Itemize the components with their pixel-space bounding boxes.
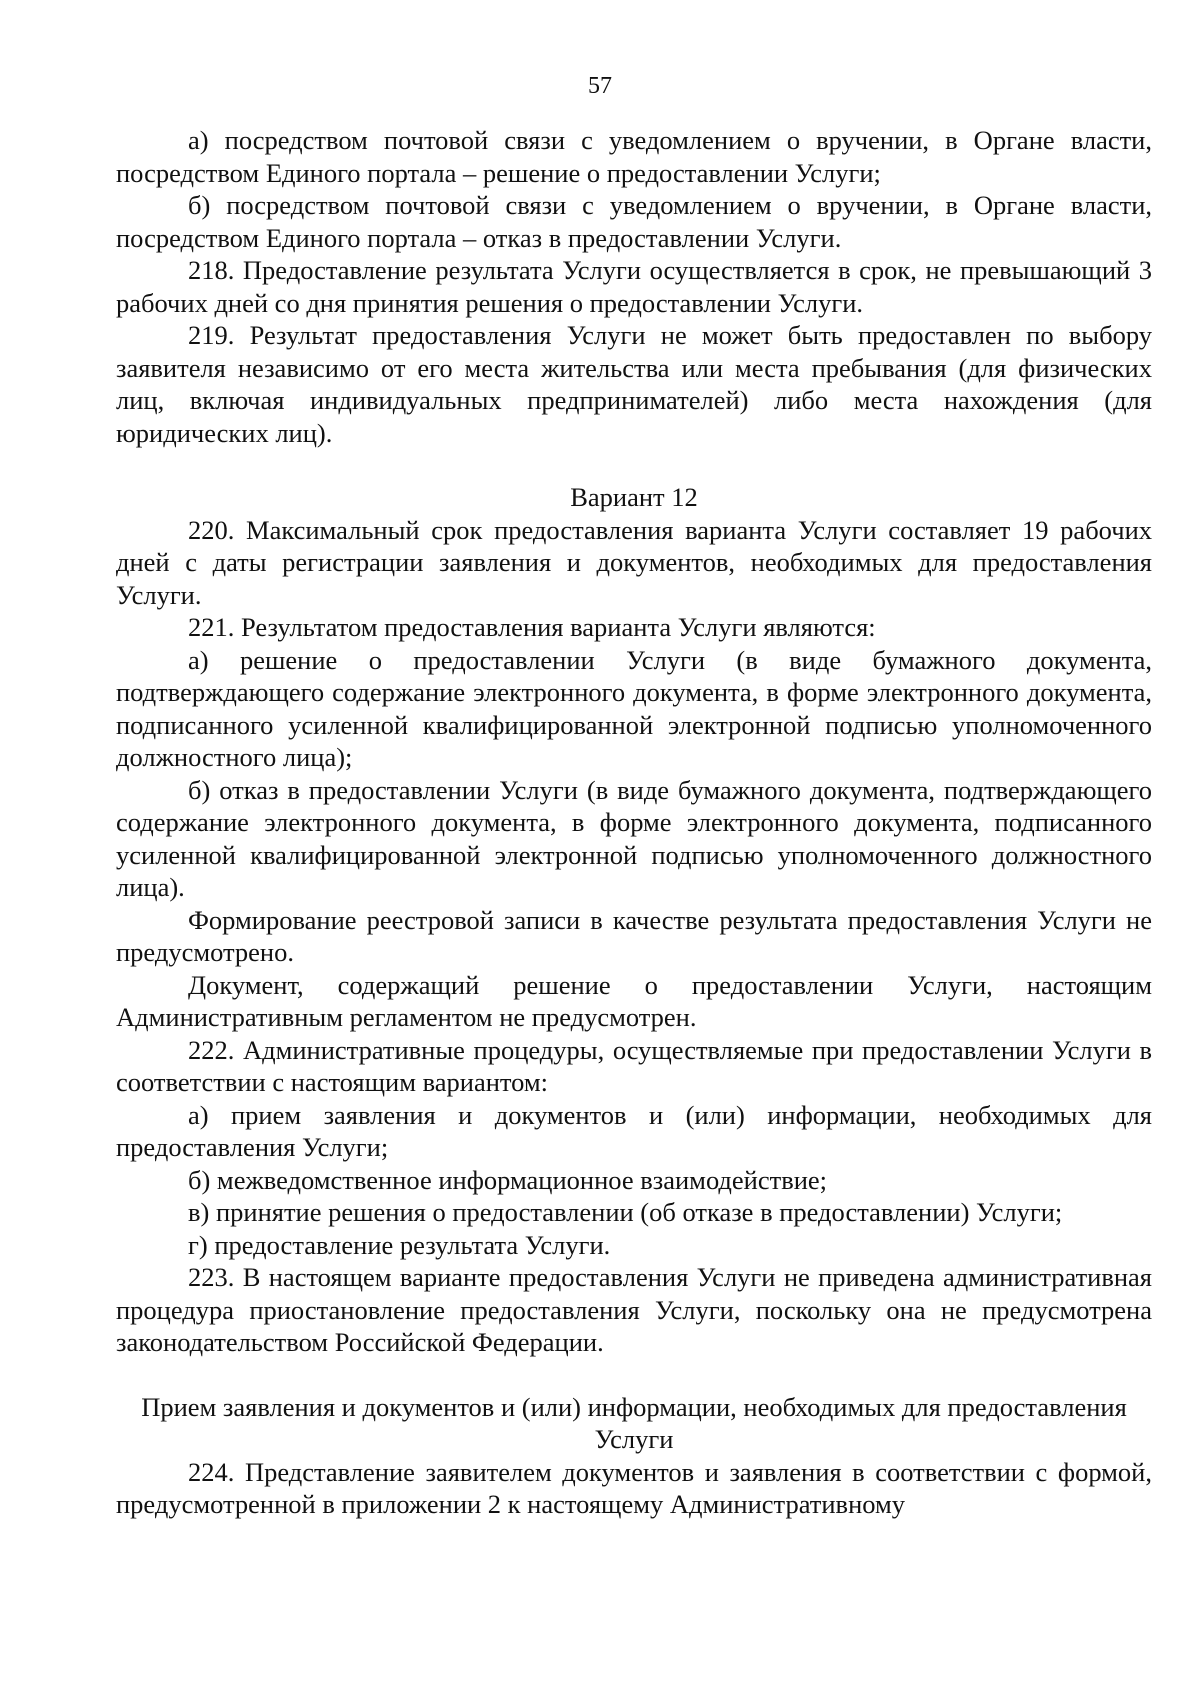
section-gap bbox=[116, 1359, 1152, 1391]
paragraph: б) отказ в предоставлении Услуги (в виде бумажного документа, подтверждающего содержание электронного документа, в форме электронного документа, подписанного усиленной квалифицированной электронной подписью уполномоченного должностного лица). bbox=[116, 774, 1152, 902]
paragraph: б) межведомственное информационное взаимодействие; bbox=[188, 1164, 828, 1195]
paragraph: Документ, содержащий решение о предоставлении Услуги, настоящим Административным регламентом не предусмотрен. bbox=[116, 969, 1152, 1032]
paragraph: 223. В настоящем варианте предоставления Услуги не приведена административная процедура приостановление предоставления Услуги, поскольку она не предусмотрена законодательством Российской Федерации. bbox=[116, 1262, 1152, 1357]
document-body bbox=[116, 124, 1152, 1521]
paragraph: 221. Результатом предоставления варианта Услуги являются: bbox=[188, 612, 876, 642]
paragraph: 220. Максимальный срок предоставления варианта Услуги составляет 19 рабочих дней с даты регистрации заявления и документов, необходимых для предоставления Услуги. bbox=[116, 514, 1152, 610]
paragraph: а) решение о предоставлении Услуги (в виде бумажного документа, подтверждающего содержание электронного документа, в форме электронного документа, подписанного усиленной квалифицированной электронной подписью уполномоченного должностного лица); bbox=[116, 644, 1152, 772]
section-heading: Прием заявления и документов и (или) информации, необходимых для предоставления Услуги bbox=[141, 1391, 1127, 1454]
page-number: 57 bbox=[588, 73, 612, 99]
paragraph: 218. Предоставление результата Услуги осуществляется в срок, не превышающий 3 рабочих дней со дня принятия решения о предоставлении Услуги. bbox=[116, 255, 1152, 318]
paragraph: в) принятие решения о предоставлении (об отказе в предоставлении) Услуги; bbox=[188, 1197, 1063, 1227]
paragraph: 224. Представление заявителем документов и заявления в соответствии с формой, предусмотренной в приложении 2 к настоящему Административному bbox=[116, 1456, 1152, 1519]
section-heading: Вариант 12 bbox=[570, 482, 698, 512]
paragraph: 219. Результат предоставления Услуги не может быть предоставлен по выбору заявителя независимо от его места жительства или места пребывания (для физических лиц, включая индивидуальных предпринимателей) либо места нахождения (для юридических лиц). bbox=[116, 320, 1152, 448]
paragraph: б) посредством почтовой связи с уведомлением о вручении, в Органе власти, посредством Единого портала – отказ в предоставлении Услуги. bbox=[116, 190, 1152, 253]
paragraph: а) посредством почтовой связи с уведомлением о вручении, в Органе власти, посредством Единого портала – решение о предоставлении Услуги; bbox=[116, 125, 1152, 188]
paragraph: Формирование реестровой записи в качестве результата предоставления Услуги не предусмотрено. bbox=[116, 904, 1152, 967]
paragraph: 222. Административные процедуры, осуществляемые при предоставлении Услуги в соответствии с настоящим вариантом: bbox=[116, 1034, 1152, 1097]
paragraph: а) прием заявления и документов и (или) информации, необходимых для предоставления Услуги; bbox=[116, 1099, 1152, 1162]
section-gap bbox=[116, 449, 1152, 481]
paragraph: г) предоставление результата Услуги. bbox=[188, 1229, 611, 1260]
